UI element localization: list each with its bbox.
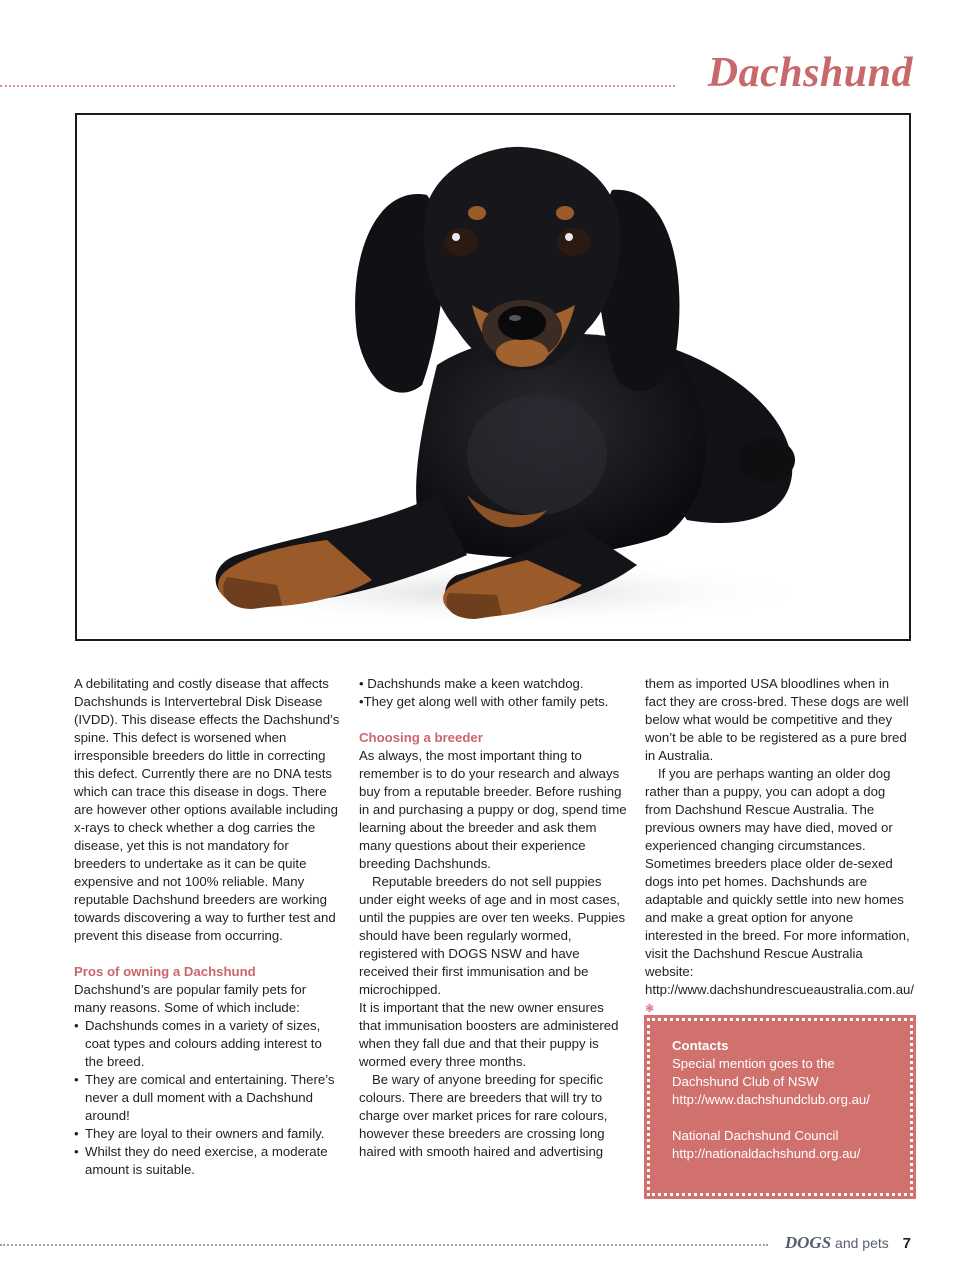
- header-rule: [0, 85, 675, 87]
- footer-brand-suffix: and pets: [835, 1235, 889, 1251]
- family-pets-bullet: •They get along well with other family pets.: [359, 694, 609, 709]
- dachshund-puppy-illustration: [77, 115, 909, 639]
- contacts-club-name: Dachshund Club of NSW: [672, 1074, 819, 1089]
- reputable-breeders-paragraph: Reputable breeders do not sell puppies under eight weeks of age and in most cases, until the puppies are over ten weeks. Puppies should have been regularly wormed, registered with DOGS NSW and have received their first immunisation and be microchipped.: [359, 874, 626, 997]
- council-url-link[interactable]: http://nationaldachshund.org.au/: [672, 1146, 861, 1161]
- article-column-3: [645, 675, 913, 1018]
- footer-rule: [0, 1244, 768, 1246]
- article-column-2: [359, 675, 629, 1161]
- rescue-paragraph: [645, 765, 913, 1018]
- contacts-line: Special mention goes to the: [672, 1056, 835, 1071]
- page-number: 7: [902, 1235, 911, 1252]
- council-name: National Dachshund Council: [672, 1128, 839, 1143]
- list-item: • Whilst they do need exercise, a moderate amount is suitable.: [74, 1143, 342, 1179]
- watchdog-bullet: • Dachshunds make a keen watchdog.: [359, 676, 584, 691]
- list-item: • Dachshunds comes in a variety of sizes, coat types and colours adding interest to the breed.: [74, 1017, 342, 1071]
- footer: [785, 1232, 911, 1255]
- pros-list: [74, 1017, 342, 1179]
- article-column-1: [74, 675, 342, 1179]
- ivdd-paragraph: A debilitating and costly disease that affects Dachshunds is Intervertebral Disk Disease (IVDD). This disease effects the Dachshund’s spine. This defect is worsened when irresponsible breeders do little in correcting this defect. Currently there are no DNA tests which can trace this disease in dogs. There are however other options available including x-rays to check whether a dog carries the disease, yet this is not mandatory for breeders to undertake as it can be quite expensive and not 100% reliable. Many reputable Dachshund breeders are working towards discovering a way to further test and prevent this disease from occurring.: [74, 676, 340, 943]
- footer-brand: DOGS: [784, 1233, 832, 1252]
- club-url-link[interactable]: http://www.dachshundclub.org.au/: [672, 1092, 870, 1107]
- page-title: Dachshund: [707, 50, 913, 96]
- pros-intro: Dachshund’s are popular family pets for many reasons. Some of which include:: [74, 982, 307, 1015]
- bloodlines-paragraph: them as imported USA bloodlines when in fact they are cross-bred. These dogs are well below what would be competitive and they won’t be able to be registered as a pure bred in Australia.: [645, 676, 909, 763]
- dachshund-puppy-photo: [75, 113, 911, 641]
- immunisation-paragraph: It is important that the new owner ensures that immunisation boosters are administered when they fall due and that their puppy is wormed every three months.: [359, 1000, 619, 1069]
- list-item: • They are loyal to their owners and family.: [74, 1125, 342, 1143]
- contacts-box: [647, 1018, 913, 1196]
- contacts-heading: Contacts: [672, 1038, 729, 1053]
- end-mark-icon: ❃: [645, 1003, 655, 1015]
- breeder-heading: Choosing a breeder: [359, 730, 483, 745]
- research-paragraph: As always, the most important thing to remember is to do your research and always buy from a reputable breeder. Before rushing in and purchasing a puppy or dog, spend time learning about the breeder and ask them many questions about their experience breeding Dachshunds.: [359, 748, 627, 871]
- rescue-text: If you are perhaps wanting an older dog rather than a puppy, you can adopt a dog from Dachshund Rescue Australia. The previous owners may have died, moved or experienced changing circumstances. Sometimes breeders place older de-sexed dogs into pet homes. Dachshunds are adaptable and quickly settle into new homes and make a great option for anyone interested in the breed. For more information, visit the Dachshund Rescue Australia website: http://www.dachshundrescueaustralia.com.au/: [645, 766, 915, 997]
- list-item: • They are comical and entertaining. There’s never a dull moment with a Dachshund around!: [74, 1071, 342, 1125]
- pros-heading: Pros of owning a Dachshund: [74, 964, 256, 979]
- colours-paragraph: Be wary of anyone breeding for specific colours. There are breeders that will try to charge over market prices for rare colours, however these breeders are crossing long haired with smooth haired and advertising: [359, 1072, 608, 1159]
